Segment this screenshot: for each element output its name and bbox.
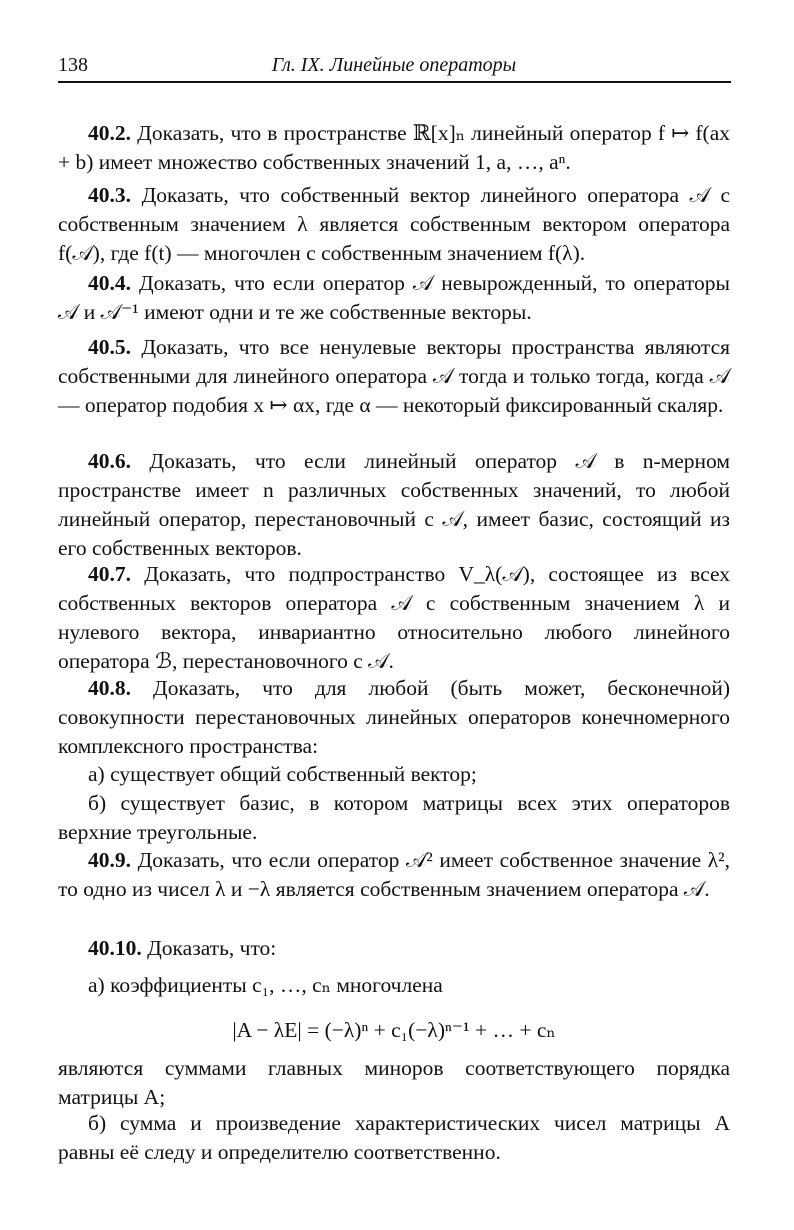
display-formula: |A − λE| = (−λ)ⁿ + c₁(−λ)ⁿ⁻¹ + … + cₙ: [232, 1018, 556, 1042]
problem-text: Доказать, что в пространстве ℝ[x]ₙ линейный оператор f ↦ f(ax + b) имеет множество собственных значений 1, a, …, aⁿ.: [58, 121, 730, 174]
problem-text: б) существует базис, в котором матрицы всех этих операторов верхние треугольные.: [58, 791, 730, 844]
problem-text: Доказать, что для любой (быть может, бесконечной) совокупности перестановочных линейных операторов конечномерного комплексного пространства:: [58, 676, 730, 758]
problem-text: Доказать, что собственный вектор линейного оператора 𝒜 с собственным значением λ является собственным вектором оператора f(𝒜), где f(t) — многочлен с собственным значением f(λ).: [58, 183, 730, 265]
problem-40-5: [58, 333, 730, 420]
problem-number: 40.2.: [88, 121, 131, 145]
problem-40-9: [58, 846, 730, 904]
problem-text: а) коэффициенты c₁, …, cₙ многочлена: [88, 973, 443, 997]
problem-40-4: [58, 269, 730, 327]
chapter-title: Гл. IX. Линейные операторы: [271, 54, 517, 76]
problem-40-8-b: [58, 789, 730, 847]
problem-40-10-a: [58, 971, 730, 1000]
problem-40-8-a: [58, 760, 730, 789]
problem-40-3: [58, 181, 730, 268]
running-header: [58, 54, 730, 80]
problem-text: б) сумма и произведение характеристических чисел матрицы A равны её следу и определителю соответственно.: [58, 1111, 730, 1164]
problem-number: 40.10.: [88, 936, 142, 960]
problem-40-10-a-cont: [58, 1054, 730, 1112]
problem-text: являются суммами главных миноров соответствующего порядка матрицы A;: [58, 1056, 730, 1109]
problem-text: Доказать, что подпространство V_λ(𝒜), состоящее из всех собственных векторов оператора 𝒜 с собственным значением λ и нулевого вектора, инвариантно относительно любого линейного оператора ℬ, перестановочного с 𝒜.: [58, 562, 731, 673]
problem-40-10-b: [58, 1109, 730, 1167]
problem-number: 40.7.: [88, 562, 131, 586]
problem-text: Доказать, что если оператор 𝒜 невырожденный, то операторы 𝒜 и 𝒜⁻¹ имеют одни и те же собственные векторы.: [58, 271, 731, 324]
problem-number: 40.9.: [88, 848, 131, 872]
problem-40-2: [58, 119, 730, 177]
problem-text: Доказать, что если линейный оператор 𝒜 в n-мерном пространстве имеет n различных собственных значений, то любой линейный оператор, перестановочный с 𝒜, имеет базис, состоящий из его собственных векторов.: [58, 449, 731, 560]
problem-number: 40.5.: [88, 335, 131, 359]
problem-text: Доказать, что:: [147, 936, 277, 960]
header-rule: [58, 81, 731, 83]
problem-40-7: [58, 560, 730, 676]
problem-text: Доказать, что если оператор 𝒜² имеет собственное значение λ², то одно из чисел λ и −λ является собственным значением оператора 𝒜.: [58, 848, 730, 901]
problem-number: 40.8.: [88, 676, 131, 700]
page-number: 138: [58, 54, 88, 76]
problem-text: а) существует общий собственный вектор;: [88, 762, 477, 786]
problem-40-8: [58, 674, 730, 761]
problem-40-10: [58, 934, 730, 963]
problem-number: 40.6.: [88, 449, 131, 473]
problem-number: 40.4.: [88, 271, 131, 295]
problem-number: 40.3.: [88, 183, 131, 207]
problem-text: Доказать, что все ненулевые векторы пространства являются собственными для линейного оператора 𝒜 тогда и только тогда, когда 𝒜 — оператор подобия x ↦ αx, где α — некоторый фиксированный скаляр.: [58, 335, 730, 417]
problem-40-6: [58, 447, 730, 563]
